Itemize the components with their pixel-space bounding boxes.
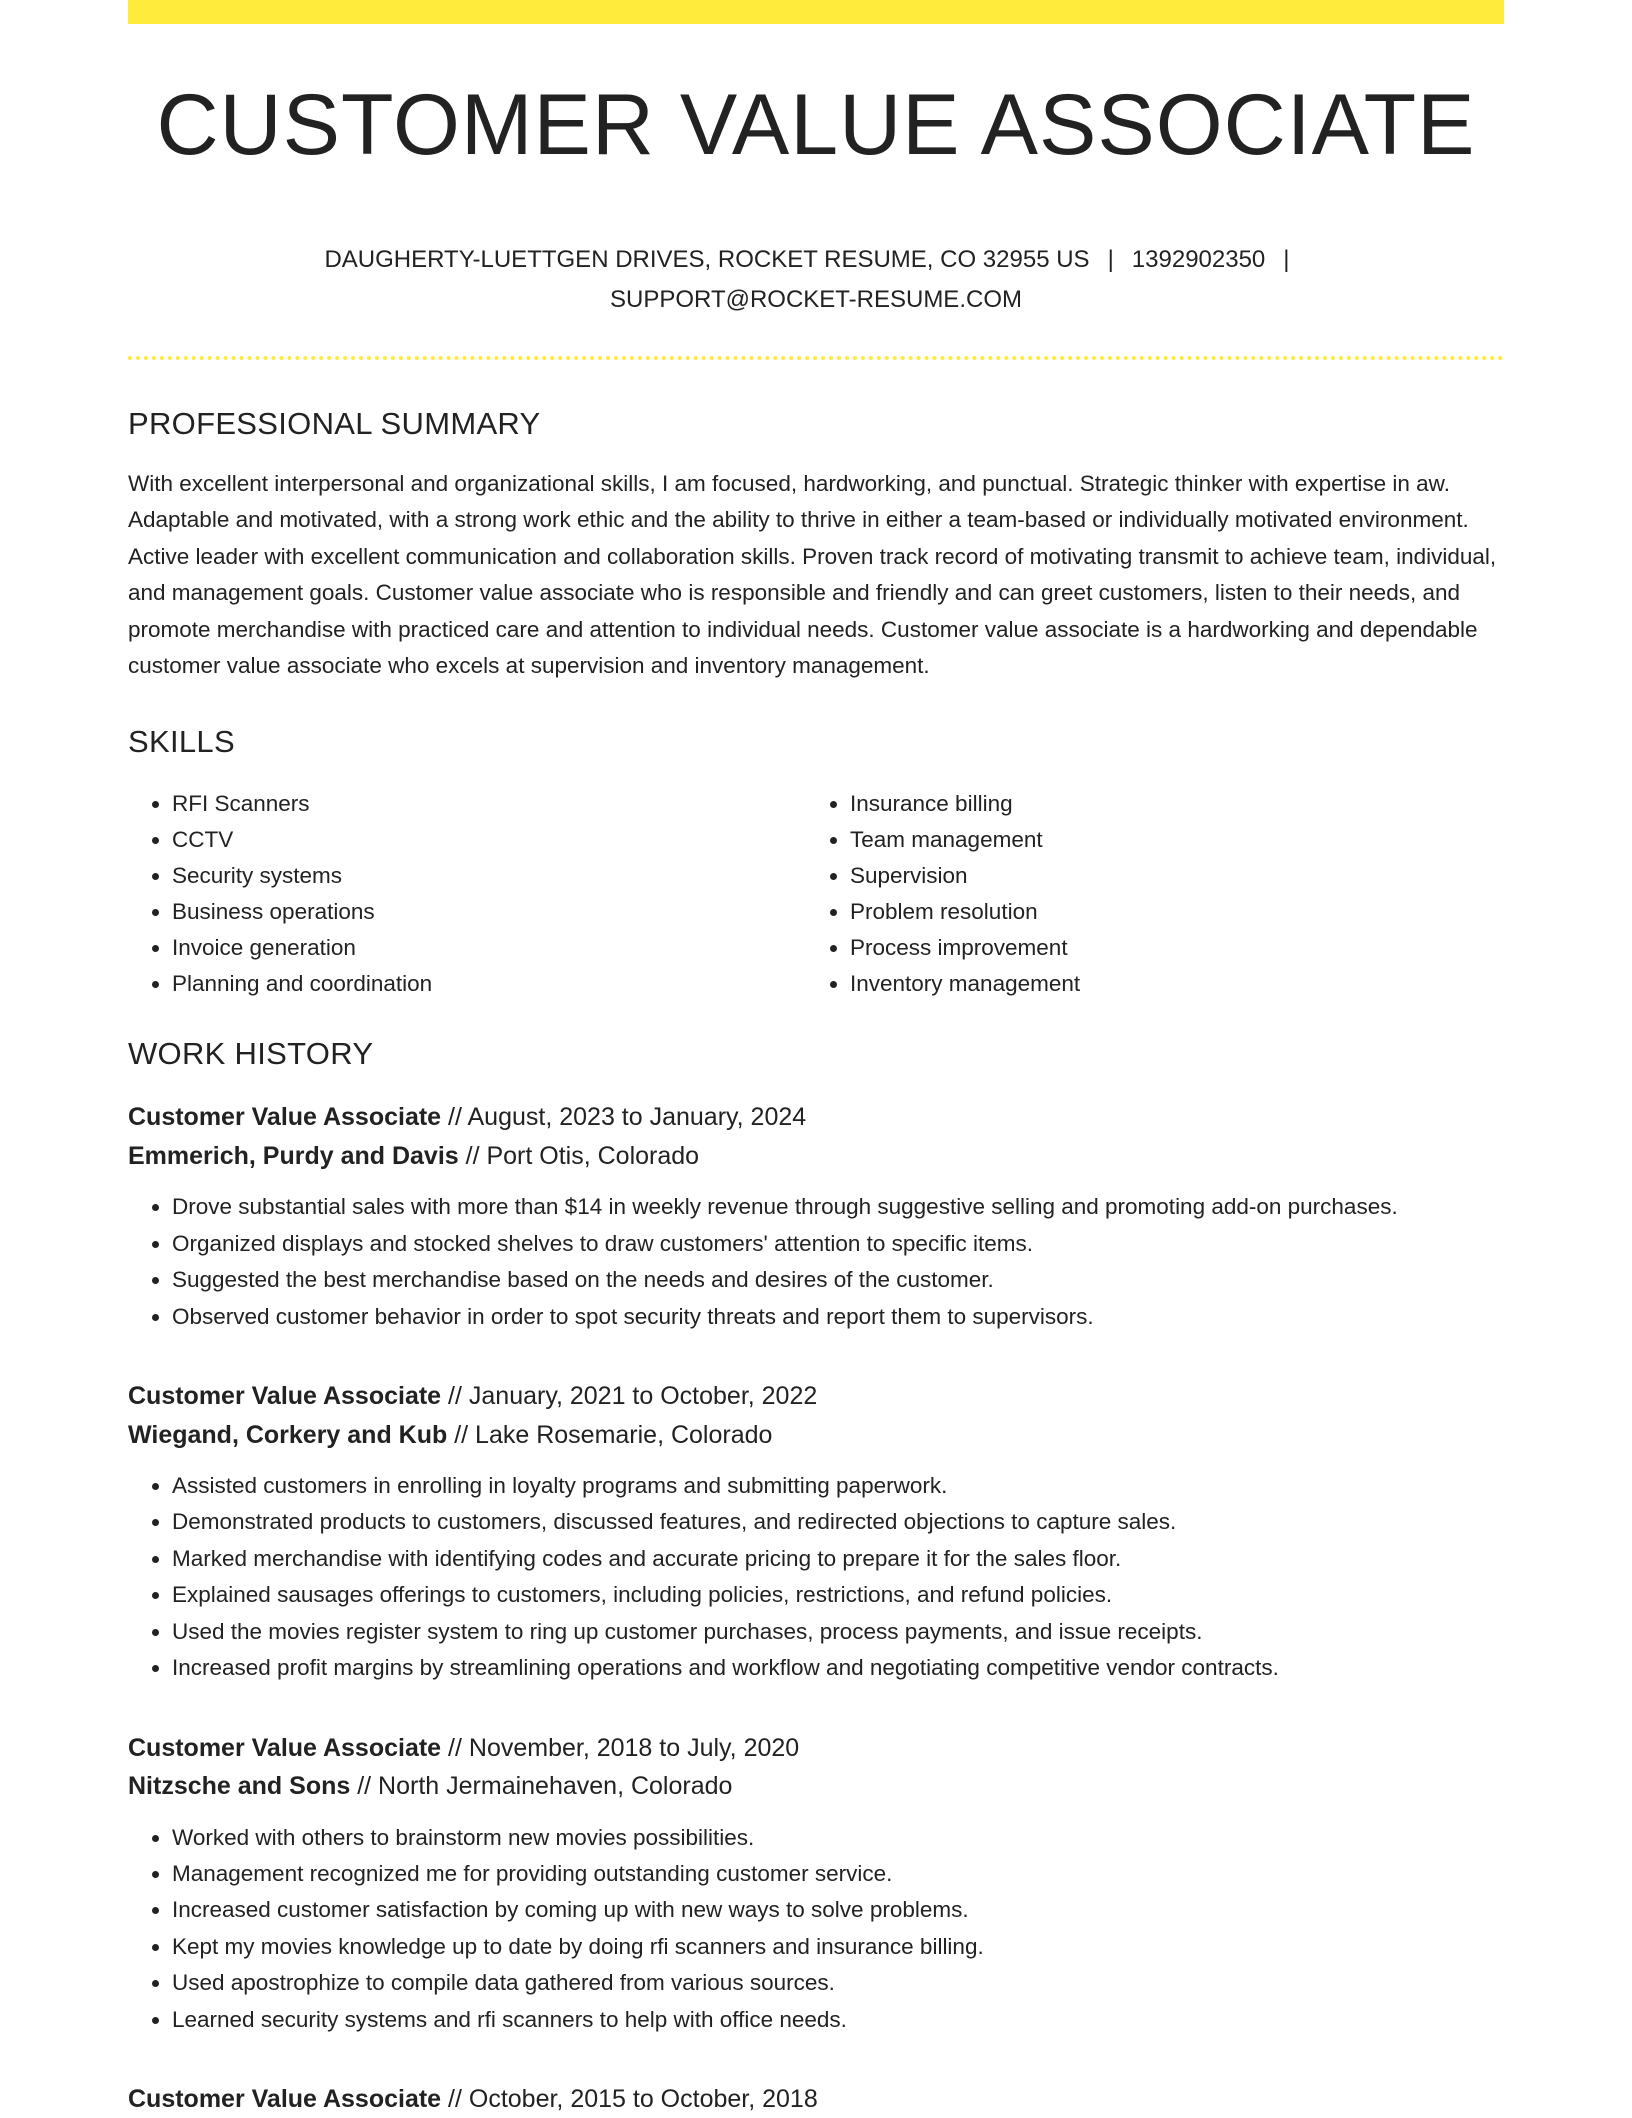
job-bullet: • Organized displays and stocked shelves to draw customers' attention to specific items. <box>172 1226 1504 1262</box>
skills-column-left <box>128 786 806 1002</box>
skill-item: • Team management <box>850 822 1484 858</box>
skills-column-right <box>806 786 1484 1002</box>
job-entry <box>128 1098 1504 1335</box>
separator: | <box>1283 246 1290 273</box>
job-title-line <box>128 2080 1504 2118</box>
skill-item: • RFI Scanners <box>172 786 806 822</box>
contact-info <box>128 240 1504 320</box>
job-title-line <box>128 1098 1504 1137</box>
job-company: Wiegand, Corkery and Kub <box>128 1420 448 1449</box>
summary-heading: PROFESSIONAL SUMMARY <box>128 406 541 441</box>
skill-item: • Process improvement <box>850 930 1484 966</box>
job-bullet: • Worked with others to brainstorm new movies possibilities. <box>172 1820 1504 1856</box>
job-title: Customer Value Associate <box>128 1103 442 1132</box>
job-dates: // August, 2023 to January, 2024 <box>448 1103 807 1132</box>
job-bullets <box>128 1820 1504 2038</box>
job-company-line <box>128 1767 1504 1806</box>
job-title-line <box>128 1377 1504 1416</box>
job-entry <box>128 1729 1504 2038</box>
separator: | <box>1107 246 1114 273</box>
skill-item: • Insurance billing <box>850 786 1484 822</box>
job-bullet: • Used the movies register system to ring up customer purchases, process payments, and issue receipts. <box>172 1614 1504 1650</box>
job-title-line <box>128 1729 1504 1768</box>
job-bullet: • Marked merchandise with identifying codes and accurate pricing to prepare it for the sales floor. <box>172 1541 1504 1577</box>
summary-text: With excellent interpersonal and organizational skills, I am focused, hardworking, and punctual. Strategic thinker with expertise in aw. Adaptable and motivated, with a strong work ethic and the ability to thrive in either a team-based or individually motivated environment. Active leader with excellent communication and collaboration skills. Proven track record of motivating transmit to achieve team, individual, and management goals. Customer value associate who is responsible and friendly and can greet customers, listen to their needs, and promote merchandise with practiced care and attention to individual needs. Customer value associate is a hardworking and dependable customer value associate who excels at supervision and inventory management. <box>128 471 1497 679</box>
email: SUPPORT@ROCKET-RESUME.COM <box>610 286 1022 313</box>
skill-item: • Security systems <box>172 858 806 894</box>
dotted-divider <box>128 356 1504 360</box>
work-history-heading: WORK HISTORY <box>128 1036 374 1072</box>
job-location: // Lake Rosemarie, Colorado <box>454 1420 773 1449</box>
skill-item: • Invoice generation <box>172 930 806 966</box>
job-bullet: • Observed customer behavior in order to spot security threats and report them to supervisors. <box>172 1299 1504 1335</box>
job-bullet: • Drove substantial sales with more than $14 in weekly revenue through suggestive selling and promoting add-on purchases. <box>172 1189 1504 1225</box>
resume-page <box>128 0 1504 2118</box>
skill-item: • Problem resolution <box>850 894 1484 930</box>
job-location: // Port Otis, Colorado <box>465 1141 700 1170</box>
job-bullet: • Explained sausages offerings to customers, including policies, restrictions, and refund policies. <box>172 1577 1504 1613</box>
job-dates: // October, 2015 to October, 2018 <box>448 2084 818 2113</box>
skill-item: • Supervision <box>850 858 1484 894</box>
job-dates: // January, 2021 to October, 2022 <box>448 1382 818 1411</box>
job-bullet: • Assisted customers in enrolling in loyalty programs and submitting paperwork. <box>172 1468 1504 1504</box>
job-bullet: • Learned security systems and rfi scanners to help with office needs. <box>172 2002 1504 2038</box>
job-bullets <box>128 1468 1504 1686</box>
job-dates: // November, 2018 to July, 2020 <box>448 1733 800 1762</box>
job-bullet: • Management recognized me for providing outstanding customer service. <box>172 1856 1504 1892</box>
job-bullet: • Increased customer satisfaction by coming up with new ways to solve problems. <box>172 1892 1504 1928</box>
job-bullet: • Kept my movies knowledge up to date by doing rfi scanners and insurance billing. <box>172 1929 1504 1965</box>
phone: 1392902350 <box>1131 246 1266 273</box>
accent-bar <box>128 0 1504 24</box>
address: DAUGHERTY-LUETTGEN DRIVES, ROCKET RESUME, CO 32955 US <box>324 246 1090 273</box>
skill-item: • CCTV <box>172 822 806 858</box>
job-company-line <box>128 1416 1504 1455</box>
job-bullet: • Used apostrophize to compile data gathered from various sources. <box>172 1965 1504 2001</box>
job-title: Customer Value Associate <box>128 1382 442 1411</box>
skill-item: • Inventory management <box>850 966 1484 1002</box>
job-bullets <box>128 1189 1504 1335</box>
job-bullet: • Demonstrated products to customers, discussed features, and redirected objections to capture sales. <box>172 1504 1504 1540</box>
job-company-line <box>128 1137 1504 1176</box>
job-title: Customer Value Associate <box>128 2084 442 2113</box>
job-entry <box>128 2080 1504 2118</box>
skill-item: • Planning and coordination <box>172 966 806 1002</box>
job-company: Emmerich, Purdy and Davis <box>128 1141 459 1170</box>
job-entry <box>128 1377 1504 1686</box>
job-bullet: • Suggested the best merchandise based on the needs and desires of the customer. <box>172 1262 1504 1298</box>
page-title: CUSTOMER VALUE ASSOCIATE <box>156 77 1476 173</box>
skill-item: • Business operations <box>172 894 806 930</box>
job-bullet: • Increased profit margins by streamlining operations and workflow and negotiating competitive vendor contracts. <box>172 1650 1504 1686</box>
job-title: Customer Value Associate <box>128 1733 442 1762</box>
job-location: // North Jermainehaven, Colorado <box>357 1772 733 1800</box>
skills-heading: SKILLS <box>128 724 235 760</box>
job-company: Nitzsche and Sons <box>128 1772 351 1800</box>
skills-list <box>128 786 1504 1002</box>
